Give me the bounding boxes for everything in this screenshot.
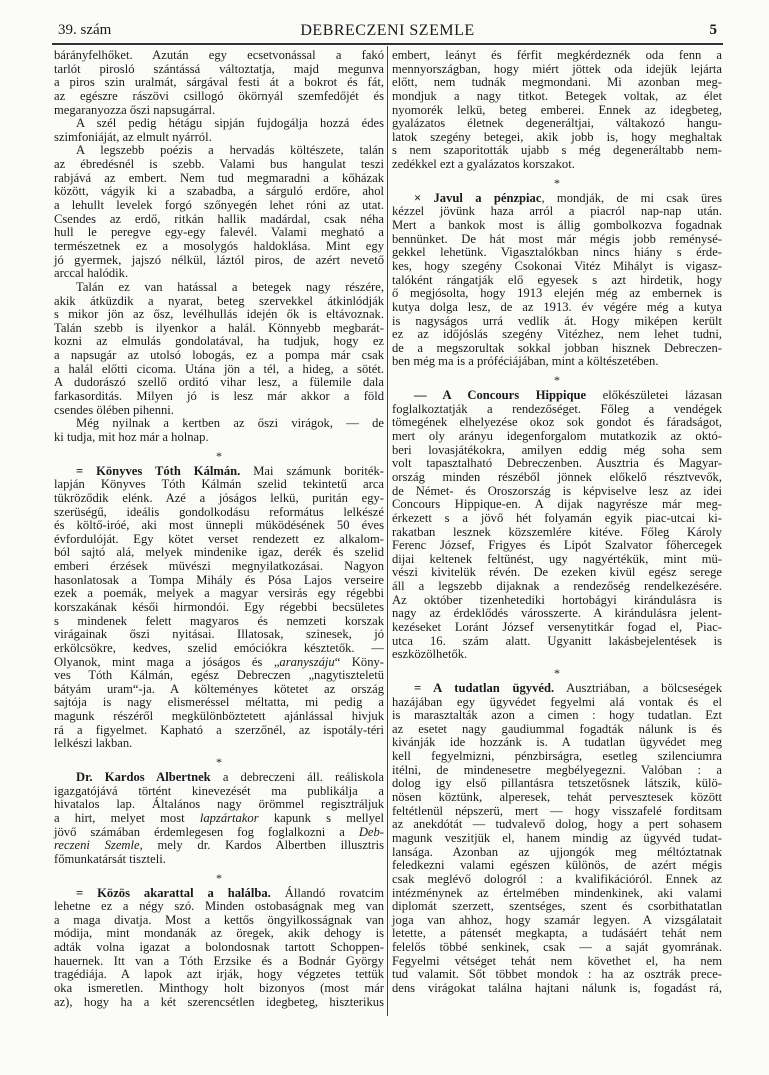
text-line: kes, hogy szegény Csokonai Vitéz Mihályt is vigasz- xyxy=(392,258,722,273)
article-headline: = Közös akarattal a halálba. xyxy=(76,885,271,900)
text-line: utca 16. szám alatt. Ugyanitt lakásbejelentések is xyxy=(392,633,722,648)
text-line: a halál előtti cicoma. Utána jön a tél, a hideg, a sötét. xyxy=(54,361,384,376)
article-paragraph xyxy=(54,887,384,1010)
article-paragraph xyxy=(392,192,722,369)
text-line: vészi kivitelük révén. De ezeken kivül egész serege xyxy=(392,565,722,580)
text-line: ország minden részéből jönnek előkelő résztvevők, xyxy=(392,469,722,484)
text-line: hull le peregve egy-egy falevél. Valami megható a xyxy=(54,225,384,240)
text-line: oka ismeretlen. Minthogy holt bizonyos (most már xyxy=(54,981,384,995)
text-line xyxy=(392,192,722,206)
text-line: adták volna igazat a bolondosnak tartott Schoppen- xyxy=(54,940,384,955)
text-line: az ébredésnél is szebb. Valami bus hangulat teszi xyxy=(54,157,384,172)
text-line: de Német- és Oroszország is képviselve lesz az idei xyxy=(392,483,722,498)
text-line: ez az időjóslás szegény Vitézhez, nem lehet tudni, xyxy=(392,327,722,342)
text-line: szerüségű, ideális gondolkodásu református lelkészé xyxy=(54,504,384,519)
text-line: beri lovasjátékokra, amilyen eddig még soha sem xyxy=(392,442,722,457)
text-line: főmunkatársát tiszteli. xyxy=(54,851,166,866)
text-line: és költő-iróé, aki most ünnepli müködésének 50 éves xyxy=(54,518,384,533)
text-line: arccal halódik. xyxy=(54,266,129,281)
text-line: gyalázatos életnek degeneráltjai, váltakozó hangu- xyxy=(392,116,722,131)
text-line: korszakának késői hirmondói. Egy régebbi becsületes xyxy=(54,599,384,614)
text-line: hasonlatosak a Tompa Mihály és Pósa Lajos verseire xyxy=(54,572,384,587)
text-line: tarlót pirosló szántássá változtatja, majd megunva xyxy=(54,61,384,76)
text-line xyxy=(54,771,384,785)
text-line: tud valamit. Sőt többet mondok : ha az osztrák prece- xyxy=(392,967,722,982)
text-line: erkölcsökre, kedves, szelid emóciókra késztetők. — xyxy=(54,640,384,655)
article-paragraph xyxy=(54,49,384,117)
article-paragraph xyxy=(54,144,384,280)
text-line: tragédiája. A lapok azt irják, hogy végzetes tettük xyxy=(54,967,384,982)
text-segment: , mondják, de mi csak üres xyxy=(541,190,722,205)
text-line: dolog igy első pillantásra tetszetősnek látszik, külö- xyxy=(392,776,722,791)
article-paragraph xyxy=(392,49,722,172)
text-line: Concours Hippique-en. A dijak nagyrésze már meg- xyxy=(392,497,722,512)
text-line: csendes ölében pihenni. xyxy=(54,402,174,417)
text-line: Csendes az erdő, ritkán hallik madárdal, csak néha xyxy=(54,211,384,226)
text-segment: Ausztriában, a bölcseségek xyxy=(554,680,722,695)
text-line: nösen köztünk, alperesek, tehát pervesztesek között xyxy=(392,790,722,805)
text-line: áll a legszebb dijaknak a rendezőség rendelkezésére. xyxy=(392,579,722,594)
text-segment: jövő számában érdemlegesen fog foglalkozni a xyxy=(54,824,359,839)
article-paragraph xyxy=(392,389,722,662)
text-line: kell fegyelmizni, pénzbirságra, esetleg szilenciumra xyxy=(392,749,722,764)
article-headline: = Könyves Tóth Kálmán. xyxy=(76,463,241,478)
text-line: lansága. Azonban az ujjongók meg méltóztatnak xyxy=(392,844,722,859)
issue-number: 39. szám xyxy=(58,22,112,38)
text-line xyxy=(54,887,384,901)
text-line: ki tudja, mit hoz már a holnap. xyxy=(54,429,209,444)
text-line: lapján Könyves Tóth Kálmán szelid tekintetű arca xyxy=(54,477,384,492)
article-headline: = A tudatlan ügyvéd. xyxy=(414,680,555,695)
text-line: előtt, nem tudnák megmondani. Mi azonban meg- xyxy=(392,75,722,90)
text-line: rá a figyelmet. Kapható a szerzőnél, az ispotály-téri xyxy=(54,722,384,737)
text-line: Fegyelmi vétséget tehát nem követhet el, ha nem xyxy=(392,953,722,968)
section-separator-asterisk: * xyxy=(216,755,222,770)
text-line: virágainak őszi nyitásai. Illatosak, szinesek, jó xyxy=(54,627,384,642)
text-line: Mert a bankok most is állig gombolkozva fogadnak xyxy=(392,218,722,233)
text-line: lelkészi lakban. xyxy=(54,736,133,751)
text-line: évfordulóját. Egy kötet verset rendezett ez alkalom- xyxy=(54,531,384,546)
text-line: tömegének elhelyezése okoz sok gondot és fáradságot, xyxy=(392,415,722,430)
text-line: között, vágyik ki a szabadba, a sárguló erdőre, ahol xyxy=(54,184,384,199)
text-line: ezek a poemák, melyek a magyar versirás egy régebbi xyxy=(54,586,384,601)
text-line: kivánják ide hozzánk is. A tudatlan ügyvédet meg xyxy=(392,735,722,750)
text-line: Talán szebb is ilyenkor a halál. Könnyebb megbarát- xyxy=(54,320,384,335)
text-line: tükröződik elénk. Azé a jóságos lelkü, puritán egy- xyxy=(54,490,384,505)
text-segment: Mai számunk boriték- xyxy=(240,463,384,478)
text-line: A szél pedig hétágu sipján fujdogálja hozzá édes xyxy=(76,116,384,131)
text-line: a piros szin uralmát, sárgával festi át a bokrot és fát, xyxy=(54,75,384,90)
text-segment: a hirt, melyet most xyxy=(54,810,200,825)
text-line: letette, a pátensét megkapta, a tudásáért tehát nem xyxy=(392,926,722,941)
text-line: A legszebb poézis a hervadás költészete, talán xyxy=(76,143,384,158)
text-line: diplomát szerzett, szentséges, szent és csorbithatatlan xyxy=(392,899,722,914)
article-paragraph xyxy=(54,117,384,144)
text-line xyxy=(392,389,722,403)
article-headline: Dr. Kardos Albertnek xyxy=(76,770,211,785)
text-line: az anekdótát — tudvalevő dolog, hogy a pert sohasem xyxy=(392,817,722,832)
text-line: ves Tóth Kálmán, egész Debreczen „nagytiszteletü xyxy=(54,668,384,683)
text-line: magunk részéről megkülönböztetett ajánlással hivjuk xyxy=(54,709,384,724)
text-line: volt tapasztalható Debreczenben. Ausztria és Magyar- xyxy=(392,456,722,471)
text-line: Ferenc József, Frigyes és Lipót Szalvator főhercegek xyxy=(392,538,722,553)
section-separator-asterisk: * xyxy=(216,448,222,463)
text-segment: a debreczeni áll. reáliskola xyxy=(210,770,384,785)
text-line: az esetet nagy gaudiummal fogadták nálunk is és xyxy=(392,721,722,736)
text-line: kézzel jövünk haza arról a piacról nap-nap után. xyxy=(392,204,722,219)
text-line: sajtója is nagy elismeréssel méltatta, mi pedig a xyxy=(54,695,384,710)
text-line: mondjuk a nagy titkot. Betegek voltak, az élet xyxy=(392,88,722,103)
text-line: ben még ma is a próféciájában, mint a költészetében. xyxy=(392,354,659,369)
text-line: foglalkoztatják a rendezőséget. Főleg a vendégek xyxy=(392,401,722,416)
text-line: is nagyságos urrá vedlik át. Hogy miképen került xyxy=(392,313,722,328)
text-line: felelős többé senkinek, csak — a saját gyomrának. xyxy=(392,940,722,955)
text-line: bátyám uram“-ja. A költeményes kötetet az ország xyxy=(54,681,384,696)
text-line: talóként rángatják elő egyesek s azt hirdetik, hogy xyxy=(392,272,722,287)
text-line xyxy=(54,839,384,853)
text-line: igazgatójává történt kinevezését ma publikálja a xyxy=(54,783,384,798)
text-line: de a megszorultak sokkal jobban hisznek Debreczen- xyxy=(392,340,722,355)
article-paragraph xyxy=(54,281,384,417)
text-line: intézménynek az értelmében mindenkinek, aki valami xyxy=(392,885,722,900)
text-line: kozni az elmulás gondolatával, ha tudjuk, hogy ez xyxy=(54,334,384,349)
text-line: farkasorditás. Milyen jó is lesz már akkor a föld xyxy=(54,389,384,404)
text-line: emberi érzések müvészi megnyilatkozásai. Nagyon xyxy=(54,559,384,574)
text-line: rabjává az embert. Nem tud megmaradni a kőházak xyxy=(54,170,384,185)
text-line: s mindenek felett magyaros és nemzeti korszak xyxy=(54,613,384,628)
text-line: az egészre rászövi csillogó ökörnyál szemfedőjét és xyxy=(54,88,384,103)
text-line: feledkezni valami egészen különös, de azért mégis xyxy=(392,858,722,873)
text-segment: kapunk s mellyel xyxy=(258,810,384,825)
left-column xyxy=(54,49,384,1009)
text-line: dijai keltenek feltünést, ugy nagyértékük, mint mü- xyxy=(392,551,722,566)
italic-text: reczeni Szemle, xyxy=(54,838,143,853)
article-paragraph xyxy=(54,771,384,866)
text-line: szimfoniáját, az elmult nyárról. xyxy=(54,129,212,144)
article-paragraph xyxy=(392,682,722,996)
text-line: kutya dolga lesz, de az 1913. év végére még a kutya xyxy=(392,299,722,314)
text-line xyxy=(54,812,384,826)
text-segment: mely dr. Kardos Albertben illusztris xyxy=(142,838,385,853)
text-line: Talán ez van hatással a betegek nagy részére, xyxy=(76,279,384,294)
text-line: hauernek. Itt van a Tóth Erzsike és a Bodnár György xyxy=(54,953,384,968)
text-line: ból sajtó alá, melyek mindenike igaz, derék és szelid xyxy=(54,545,384,560)
right-column xyxy=(392,49,722,996)
text-line: bennünket. De hát most már mégis jobb reménysé- xyxy=(392,231,722,246)
text-segment: Állandó rovatcim xyxy=(270,885,384,900)
text-line xyxy=(392,682,722,696)
text-line: hazájában egy ügyvédet fegyelmi alá vontak és el xyxy=(392,694,722,709)
text-line: ő megjósolta, hogy 1913 elején még az embernek is xyxy=(392,286,722,301)
masthead-title: DEBRECZENI SZEMLE xyxy=(300,22,475,39)
text-line: érkezett s a jövő hét folyamán egyik piac-utcai ki- xyxy=(392,510,722,525)
italic-text: aranyszáju xyxy=(279,654,335,669)
text-line: módija, mint mondanák az öregek, akik dehogy is xyxy=(54,926,384,941)
article-headline: — A Concours Hippique xyxy=(414,388,587,403)
text-line: a maga divatja. Most a kettős öngyilkosságnak van xyxy=(54,912,384,927)
text-line: Az október tizenhetediki hortobágyi kirándulásra is xyxy=(392,592,722,607)
text-line: megaranyozza őszi napsugárral. xyxy=(54,102,216,117)
text-line: dens virágokat találna hajtani nálunk is, fogadást rá, xyxy=(392,981,722,995)
text-line: kezéseket Loránt József versenytitkár fogad el, Piac- xyxy=(392,619,722,634)
text-line: a lehullt levelek forgó szőnyegén lehet róni az utat. xyxy=(54,198,384,213)
text-line: gekkel lehetünk. Vigasztalókban nincs hiány s érde- xyxy=(392,245,722,260)
text-line: s nem szaporitották ujabb s még degeneráltabb nem- xyxy=(392,143,722,158)
text-line: az), hogy ha a két szerencsétlen idegbeteg, hiszterikus xyxy=(54,994,384,1009)
text-segment: Olyanok, mint maga a jóságos és „ xyxy=(54,654,280,669)
text-line: nagy az érdeklődés városszerte. A kirándulásra jelent- xyxy=(392,606,722,621)
italic-text: lapzártakor xyxy=(199,810,259,825)
text-line: magunk veszitjük el, hanem mindig az ügyvéd tudat- xyxy=(392,830,722,845)
text-segment: “ Köny- xyxy=(334,654,384,669)
text-line: Még nyilnak a kertben az őszi virágok, — de xyxy=(76,416,384,431)
text-line: A dudorászó szellő orditó vihar lesz, a fülemile dala xyxy=(54,375,384,390)
text-line: csak meglévő dologról : a kvalifikációról. Ennek az xyxy=(392,871,722,886)
italic-text: Deb- xyxy=(358,824,384,839)
section-separator-asterisk: * xyxy=(216,870,222,885)
text-line: mert oly arányu idegenforgalom mutatkozik az októ- xyxy=(392,429,722,444)
page-header xyxy=(52,22,723,42)
column-divider xyxy=(387,46,388,1016)
header-rule xyxy=(52,43,723,45)
text-line: természetnek ez a mosolygós haldoklása. Mint egy xyxy=(54,238,384,253)
article-paragraph xyxy=(54,417,384,444)
text-line: eszközölhetők. xyxy=(392,647,468,662)
text-line: is marasztalták azon a cimen : hogy tudatlan. Ezt xyxy=(392,708,722,723)
text-line: feltétlenül népszerü, mert — hogy visszafelé forditsam xyxy=(392,803,722,818)
page-number: 5 xyxy=(709,22,717,38)
article-headline: × Javul a pénzpiac xyxy=(414,190,542,205)
text-line: itélni, de mindenesetre megbélyegezni. Valóban : a xyxy=(392,762,722,777)
text-line xyxy=(54,656,384,670)
section-separator-asterisk: * xyxy=(554,665,560,680)
text-line xyxy=(54,465,384,479)
text-line: bárányfelhőket. Azután egy ecsetvonással a fakó xyxy=(54,48,384,62)
text-line xyxy=(54,826,384,840)
text-line: joga van ahhoz, hogy szamár legyen. A vizsgálatait xyxy=(392,912,722,927)
text-line: jó gyermek, jajszó nélkül, láztól piros, de azért nevető xyxy=(54,252,384,267)
text-line: lehetne ez a négy szó. Minden ostobaságnak meg van xyxy=(54,899,384,914)
text-line: rakatban lesznek közszemlére kitéve. Főleg Károly xyxy=(392,524,722,539)
text-line: nyomorék lelkü, beteg emberei. Ennek az idegbeteg, xyxy=(392,102,722,117)
text-line: hivatalos lap. Általános nagy örömmel regisztráljuk xyxy=(54,797,384,812)
text-line: mennyországban, hogy miért jöttek oda idejük lejárta xyxy=(392,61,722,76)
text-line: a napsugár az utolsó lobogás, ez a pompa már csak xyxy=(54,348,384,363)
text-line: akik átküzdik a nyarat, beteg szervekkel átkinlódják xyxy=(54,293,384,308)
section-separator-asterisk: * xyxy=(554,373,560,388)
text-line: latok szegény betegei, akik jobb is, hogy meghaltak xyxy=(392,129,722,144)
text-line: embert, leányt és férfit megkérdeznék oda fenn a xyxy=(392,48,722,62)
text-segment: előkészületei lázasan xyxy=(586,388,723,403)
section-separator-asterisk: * xyxy=(554,175,560,190)
text-line: s mikor jön az ősz, levélhullás idején ők is eltávoznak. xyxy=(54,307,384,322)
text-line: zedékkel ezt a gyalázatos korszakot. xyxy=(392,157,575,172)
article-paragraph xyxy=(54,465,384,751)
